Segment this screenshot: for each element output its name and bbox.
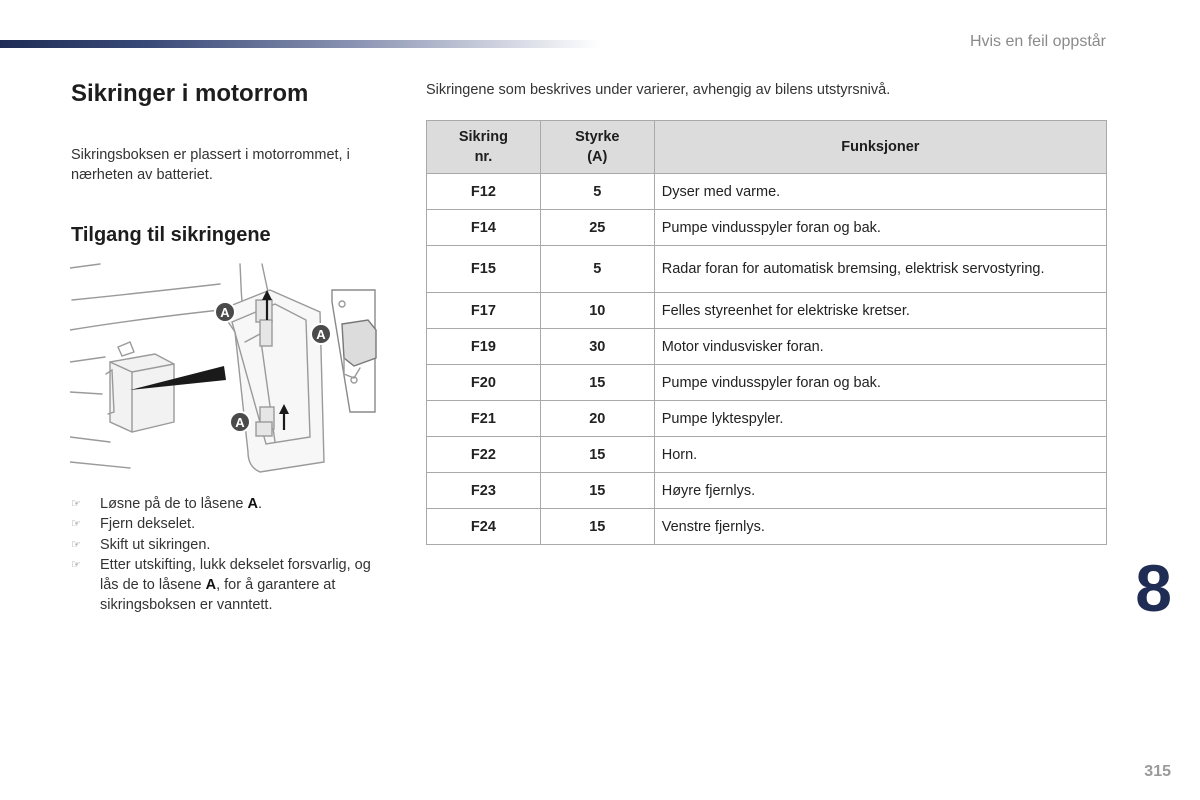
table-row (427, 473, 1107, 509)
pointing-hand-icon: ☞ (71, 558, 81, 571)
step-item: ☞ Skift ut sikringen. (71, 535, 381, 555)
instruction-steps (71, 494, 381, 616)
table-row (427, 437, 1107, 473)
svg-text:A: A (220, 305, 230, 320)
function-cell: Pumpe vindusspyler foran og bak. (654, 365, 1106, 401)
amperage-cell: 30 (540, 329, 654, 365)
section-subheading: Tilgang til sikringene (71, 224, 271, 246)
table-row (427, 365, 1107, 401)
table-row (427, 509, 1107, 545)
table-caption: Sikringene som beskrives under varierer, avhengig av bilens utstyrsnivå. (426, 82, 891, 98)
page-number: 315 (1144, 763, 1171, 780)
fuse-number-cell: F23 (427, 473, 541, 509)
fuse-box-illustration (70, 262, 390, 484)
function-cell: Pumpe lyktespyler. (654, 401, 1106, 437)
fuse-number-cell: F24 (427, 509, 541, 545)
function-cell: Høyre fjernlys. (654, 473, 1106, 509)
header-functions: Funksjoner (654, 121, 1106, 174)
step-item: ☞ Fjern dekselet. (71, 514, 381, 534)
running-header: Hvis en feil oppstår (969, 33, 1106, 50)
fuse-number-cell: F15 (427, 246, 541, 293)
svg-text:A: A (316, 327, 326, 342)
amperage-cell: 25 (540, 210, 654, 246)
function-cell: Motor vindusvisker foran. (654, 329, 1106, 365)
step-item: ☞ Etter utskifting, lukk dekselet forsvarlig, og lås de to låsene A, for å garantere at sikringsboksen er vanntett. (71, 556, 371, 614)
function-cell: Felles styreenhet for elektriske kretser. (654, 293, 1106, 329)
table-row (427, 210, 1107, 246)
function-cell: Dyser med varme. (654, 174, 1106, 210)
table-row (427, 246, 1107, 293)
fuse-number-cell: F17 (427, 293, 541, 329)
table-row (427, 329, 1107, 365)
header-accent-bar (0, 40, 600, 48)
table-row (427, 293, 1107, 329)
amperage-cell: 5 (540, 174, 654, 210)
amperage-cell: 5 (540, 246, 654, 293)
function-cell: Radar foran for automatisk bremsing, elektrisk servostyring. (654, 246, 1106, 293)
amperage-cell: 15 (540, 365, 654, 401)
amperage-cell: 10 (540, 293, 654, 329)
fuse-table (426, 120, 1107, 545)
fuse-number-cell: F12 (427, 174, 541, 210)
page-title: Sikringer i motorrom (71, 80, 309, 107)
chapter-number: 8 (1135, 551, 1172, 625)
fuse-number-cell: F19 (427, 329, 541, 365)
amperage-cell: 15 (540, 509, 654, 545)
amperage-cell: 15 (540, 473, 654, 509)
header-fuse-number: Sikring nr. (427, 121, 541, 174)
fuse-number-cell: F22 (427, 437, 541, 473)
fuse-number-cell: F14 (427, 210, 541, 246)
pointing-hand-icon: ☞ (71, 518, 81, 531)
function-cell: Pumpe vindusspyler foran og bak. (654, 210, 1106, 246)
function-cell: Horn. (654, 437, 1106, 473)
function-cell: Venstre fjernlys. (654, 509, 1106, 545)
table-row (427, 174, 1107, 210)
step-item: ☞ Løsne på de to låsene A. (71, 494, 381, 514)
intro-paragraph: Sikringsboksen er plassert i motorrommet, i nærheten av batteriet. (71, 147, 350, 183)
amperage-cell: 15 (540, 437, 654, 473)
header-amperage: Styrke (A) (540, 121, 654, 174)
fuse-number-cell: F21 (427, 401, 541, 437)
pointing-hand-icon: ☞ (71, 538, 81, 551)
table-row (427, 401, 1107, 437)
latch-a-label-inset (311, 324, 331, 344)
fuse-number-cell: F20 (427, 365, 541, 401)
latch-a-label-top (215, 302, 235, 322)
amperage-cell: 20 (540, 401, 654, 437)
pointing-hand-icon: ☞ (71, 498, 81, 510)
table-header-row (427, 121, 1107, 174)
latch-a-label-bottom (230, 412, 250, 432)
svg-text:A: A (235, 415, 245, 430)
